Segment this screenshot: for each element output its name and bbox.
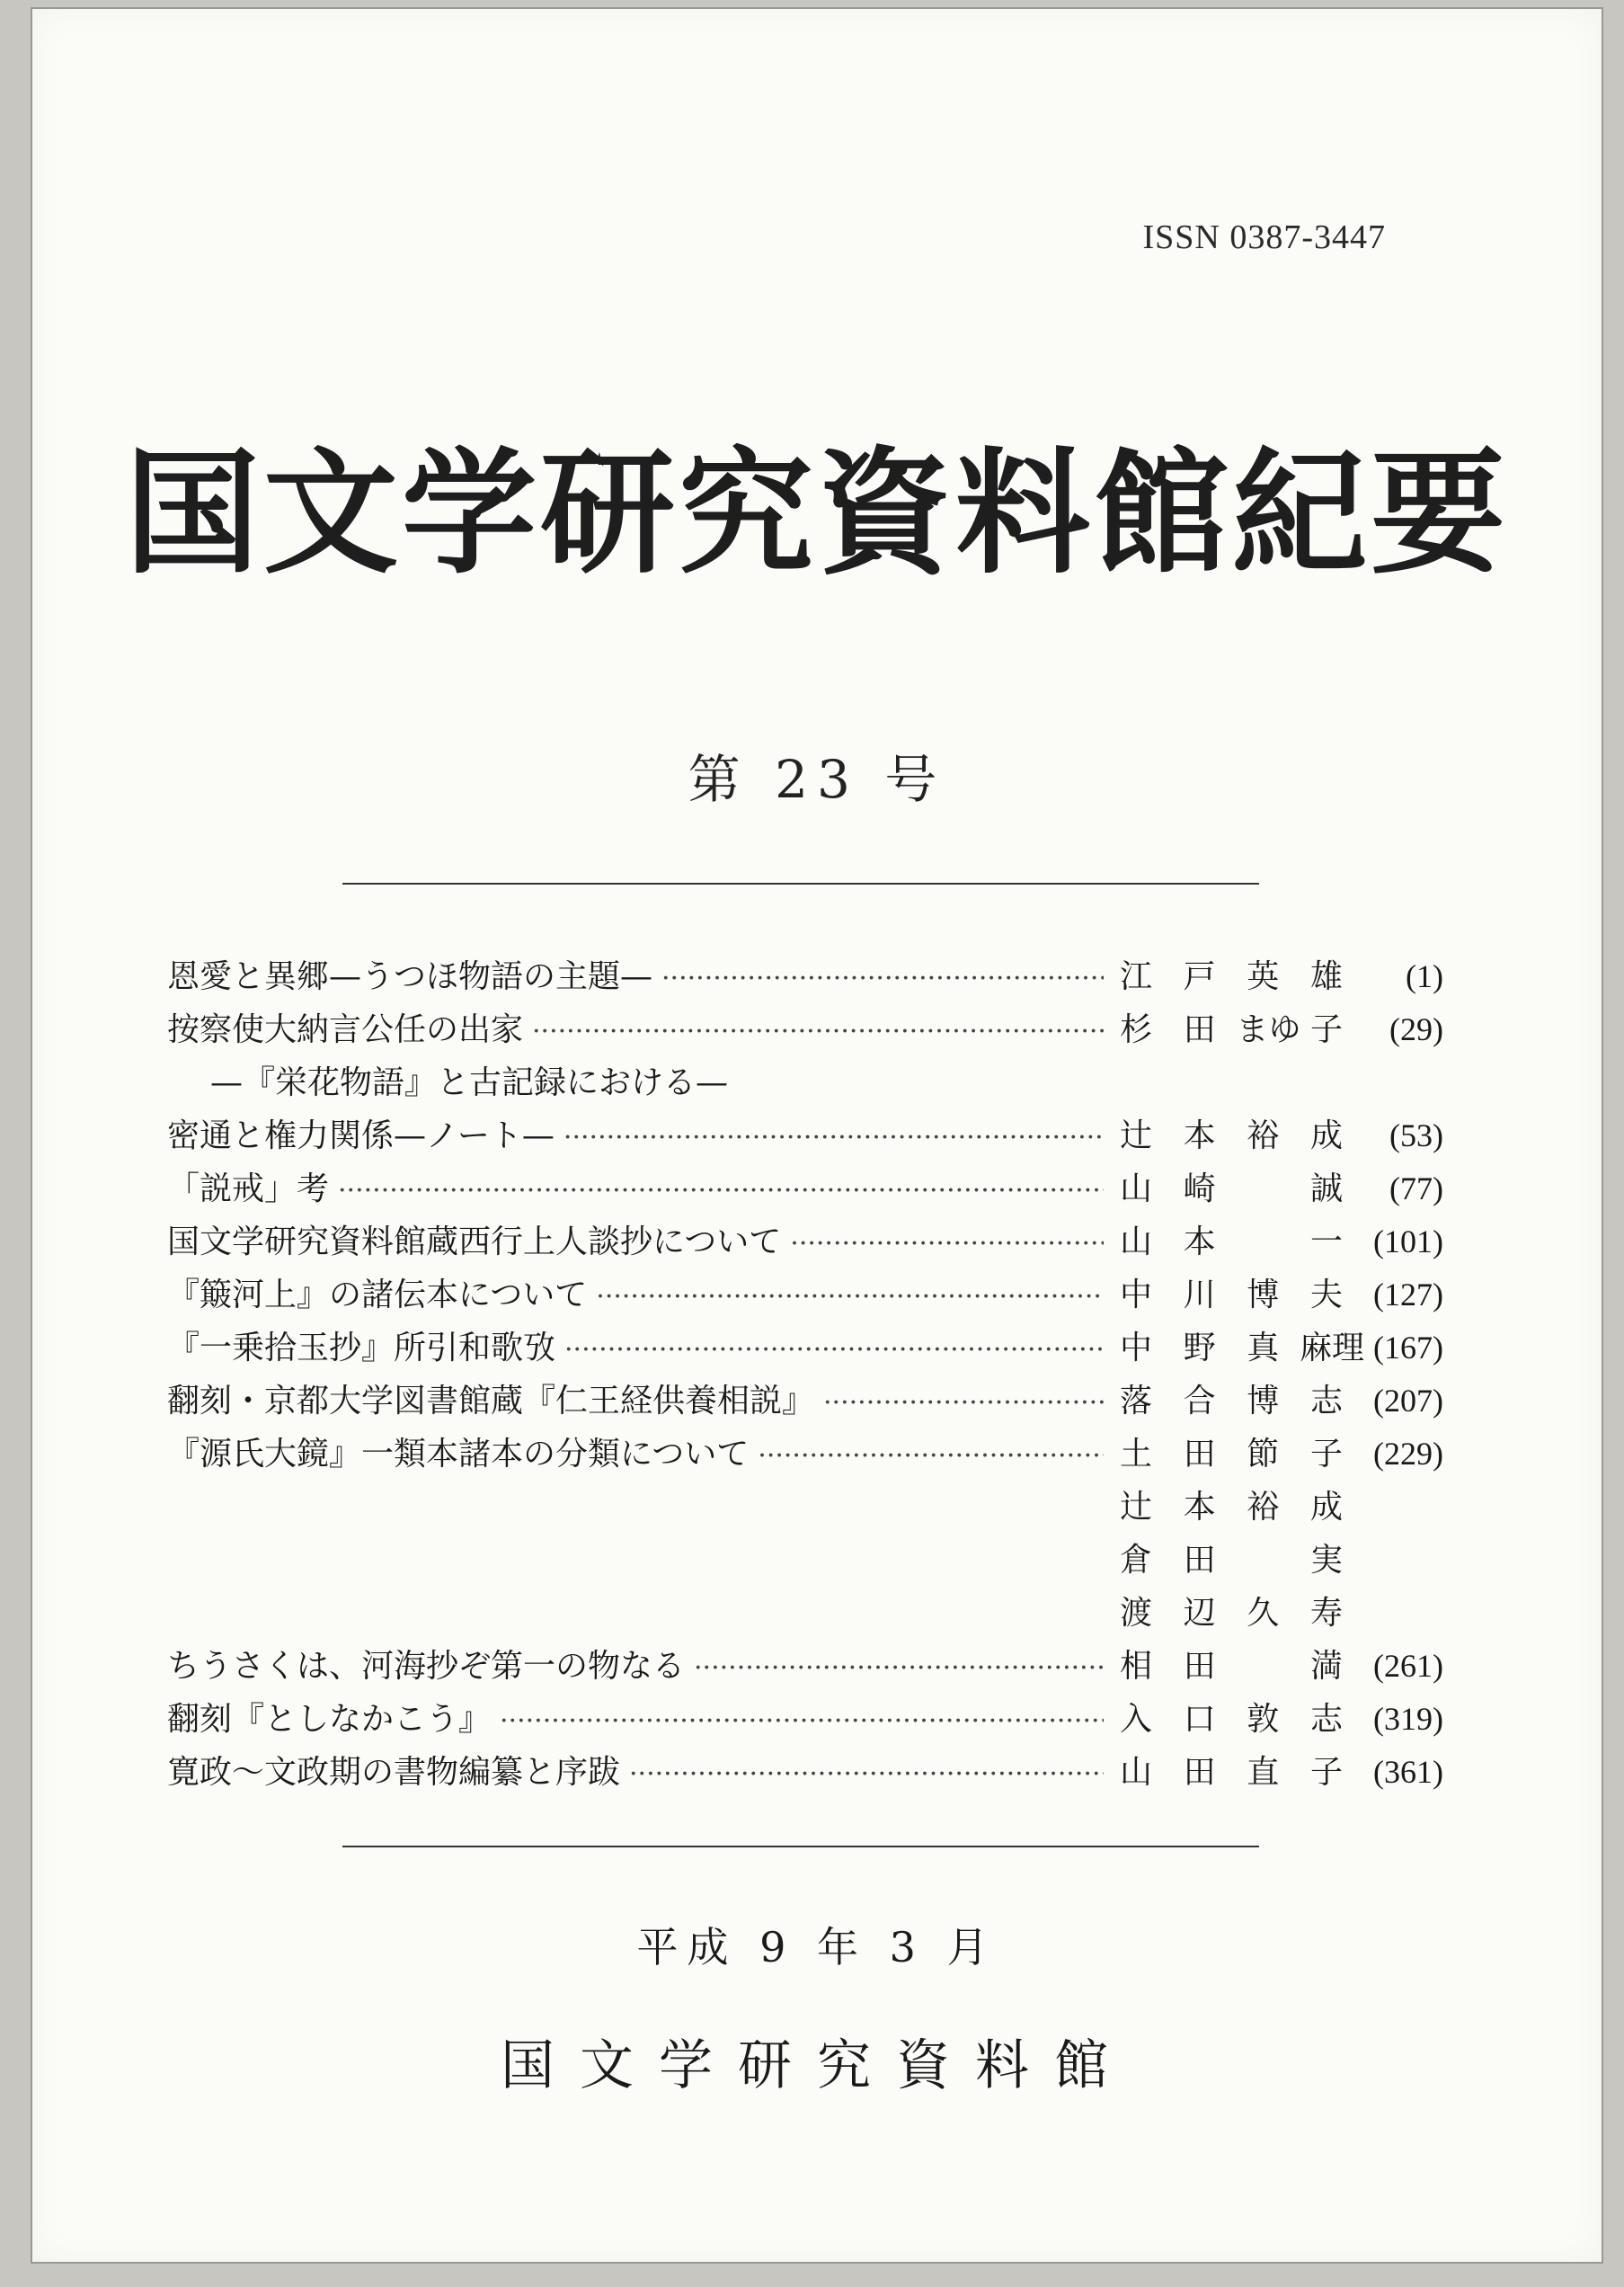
toc-entry-author: [1109, 1216, 1353, 1262]
toc-entry-page: (261): [1373, 1648, 1443, 1684]
author-char: 成: [1309, 1489, 1343, 1526]
author-char: 敦: [1247, 1701, 1280, 1738]
author-char: 辺: [1183, 1595, 1216, 1632]
author-char: 寿: [1309, 1595, 1343, 1632]
toc-entry-page: (53): [1389, 1117, 1443, 1153]
author-char: 倉: [1119, 1542, 1152, 1579]
toc-entry-title: 『一乗拾玉抄』所引和歌攷: [167, 1330, 556, 1366]
dot-leader: [629, 1758, 1104, 1790]
toc-entry-title: 翻刻『としなかこう』: [167, 1701, 492, 1738]
author-char: 久: [1247, 1595, 1280, 1632]
author-char: 成: [1309, 1117, 1343, 1154]
toc-entry: [167, 1747, 1443, 1800]
toc-entry-author: [1109, 951, 1353, 997]
author-char: 合: [1183, 1383, 1216, 1419]
author-char: 土: [1119, 1436, 1152, 1473]
author-char: 渡: [1119, 1595, 1152, 1632]
toc-entry: [167, 1641, 1443, 1694]
author-char: 実: [1309, 1542, 1343, 1579]
author-char: 田: [1183, 1436, 1216, 1473]
toc-entry-author: [1109, 1375, 1353, 1421]
toc-entry-page: (319): [1373, 1701, 1443, 1737]
toc-entry-page: (127): [1373, 1277, 1443, 1313]
toc-entry: [167, 1428, 1443, 1482]
author-char: 江: [1119, 958, 1152, 995]
author-char: 一: [1309, 1224, 1343, 1260]
author-char: 中: [1119, 1277, 1152, 1313]
author-char: 田: [1183, 1754, 1216, 1791]
toc-entry-title: 国文学研究資料館蔵西行上人談抄について: [167, 1224, 782, 1260]
dot-leader: [823, 1387, 1104, 1419]
toc-entry-page: (29): [1389, 1011, 1443, 1047]
author-char: 口: [1183, 1701, 1216, 1738]
author-char: 落: [1119, 1383, 1152, 1419]
toc-entry-page: (1): [1406, 958, 1443, 994]
author-char: 子: [1309, 1011, 1343, 1048]
author-char: 山: [1119, 1754, 1152, 1791]
journal-cover: [31, 7, 1603, 2264]
toc-entry-page: (77): [1389, 1170, 1443, 1206]
toc-entry: [167, 1110, 1443, 1163]
author-char: 子: [1309, 1436, 1343, 1473]
dot-leader: [338, 1175, 1104, 1206]
author-char: 節: [1247, 1436, 1280, 1473]
bottom-divider: [342, 1846, 1259, 1847]
toc-entry: [167, 1057, 1443, 1110]
dot-leader: [694, 1652, 1104, 1684]
toc-entry: [167, 1535, 1443, 1588]
toc-entry-page: (229): [1373, 1436, 1443, 1472]
toc-entry-title: 密通と権力関係—ノート—: [167, 1117, 555, 1154]
toc-entry-author: [1109, 1535, 1353, 1580]
dot-leader: [596, 1281, 1104, 1313]
author-char: 田: [1183, 1011, 1216, 1048]
toc-entry: [167, 1004, 1443, 1057]
author-char: 本: [1183, 1489, 1216, 1526]
author-char: 裕: [1247, 1489, 1280, 1526]
journal-title: 国文学研究資料館紀要: [124, 434, 1509, 592]
author-char: 博: [1247, 1383, 1280, 1419]
author-char: 戸: [1183, 958, 1216, 995]
author-char: 誠: [1309, 1170, 1343, 1207]
dot-leader: [564, 1122, 1104, 1153]
author-char: 相: [1119, 1648, 1152, 1685]
author-char: 満: [1309, 1648, 1343, 1685]
toc-entry: [167, 1269, 1443, 1322]
toc-entry-title: —『栄花物語』と古記録における—: [210, 1064, 729, 1101]
author-char: 直: [1247, 1754, 1280, 1791]
author-char: 山: [1119, 1170, 1152, 1207]
author-char: 志: [1309, 1383, 1343, 1419]
toc-entry-title: 翻刻・京都大学図書館蔵『仁王経供養相説』: [167, 1383, 815, 1419]
top-divider: [342, 883, 1259, 885]
author-char: まゆ: [1236, 1011, 1301, 1048]
toc-entry-author: [1109, 1110, 1353, 1156]
toc-entry: [167, 951, 1443, 1004]
toc-entry-author: [1109, 1641, 1353, 1686]
author-char: [1236, 1535, 1290, 1580]
author-char: 辻: [1119, 1117, 1152, 1154]
author-char: 英: [1247, 958, 1280, 995]
issue-number: 第 23 号: [688, 749, 946, 810]
author-char: [1236, 1216, 1290, 1262]
toc-entry-title: 按察使大納言公任の出家: [167, 1011, 524, 1048]
author-char: 雄: [1309, 958, 1343, 995]
toc-entry: [167, 1694, 1443, 1747]
toc-entry-title: ちうさくは、河海抄ぞ第一の物なる: [167, 1648, 686, 1685]
author-char: 麻理: [1299, 1330, 1364, 1366]
author-char: 野: [1183, 1330, 1216, 1366]
author-char: 杉: [1119, 1011, 1152, 1048]
author-char: 中: [1119, 1330, 1152, 1366]
toc-entry-title: 恩愛と異郷—うつほ物語の主題—: [167, 958, 653, 995]
toc-entry-title: 「説戒」考: [167, 1170, 330, 1207]
toc-entry-title: 『簸河上』の諸伝本について: [167, 1277, 588, 1313]
author-char: 川: [1183, 1277, 1216, 1313]
dot-leader: [500, 1705, 1104, 1737]
author-char: 夫: [1309, 1277, 1343, 1313]
publisher-name: 国文学研究資料館: [501, 2034, 1133, 2097]
toc-entry-author: [1109, 1004, 1353, 1050]
author-char: 崎: [1183, 1170, 1216, 1207]
toc-entry-page: (167): [1373, 1330, 1443, 1366]
author-char: 山: [1119, 1224, 1152, 1260]
author-char: 辻: [1119, 1489, 1152, 1526]
author-char: 田: [1183, 1648, 1216, 1685]
toc-entry-title: 寛政〜文政期の書物編纂と序跋: [167, 1754, 621, 1791]
toc-entry-page: (207): [1373, 1383, 1443, 1419]
dot-leader: [661, 963, 1104, 994]
toc-entry: [167, 1588, 1443, 1641]
author-char: 田: [1183, 1542, 1216, 1579]
author-char: 本: [1183, 1117, 1216, 1154]
toc-entry-author: [1109, 1163, 1353, 1209]
toc-entry-author: [1109, 1694, 1353, 1740]
toc-entry: [167, 1375, 1443, 1428]
dot-leader: [564, 1334, 1104, 1366]
toc-entry: [167, 1163, 1443, 1216]
toc-entry-page: (361): [1373, 1754, 1443, 1790]
table-of-contents: [167, 951, 1443, 1800]
issn-number: ISSN 0387-3447: [1142, 218, 1386, 256]
author-char: [1236, 1163, 1290, 1209]
author-char: [1236, 1641, 1290, 1686]
author-char: 裕: [1247, 1117, 1280, 1154]
toc-entry-author: [1109, 1482, 1353, 1527]
author-char: 本: [1183, 1224, 1216, 1260]
toc-entry-page: (101): [1373, 1224, 1443, 1259]
toc-entry: [167, 1322, 1443, 1375]
author-char: 志: [1309, 1701, 1343, 1738]
author-char: 真: [1247, 1330, 1280, 1366]
publication-date: 平成 9 年 3 月: [636, 1923, 998, 1971]
author-char: 博: [1247, 1277, 1280, 1313]
toc-entry-author: [1109, 1747, 1353, 1793]
author-char: 子: [1309, 1754, 1343, 1791]
toc-entry-title: 『源氏大鏡』一類本諸本の分類について: [167, 1436, 750, 1473]
toc-entry-author: [1109, 1322, 1364, 1368]
dot-leader: [790, 1228, 1104, 1259]
toc-entry: [167, 1216, 1443, 1269]
toc-entry-author: [1109, 1428, 1353, 1474]
dot-leader: [758, 1440, 1104, 1472]
toc-entry-author: [1109, 1588, 1353, 1633]
toc-entry: [167, 1482, 1443, 1535]
dot-leader: [532, 1016, 1104, 1047]
author-char: 入: [1119, 1701, 1152, 1738]
toc-entry-author: [1109, 1269, 1353, 1315]
